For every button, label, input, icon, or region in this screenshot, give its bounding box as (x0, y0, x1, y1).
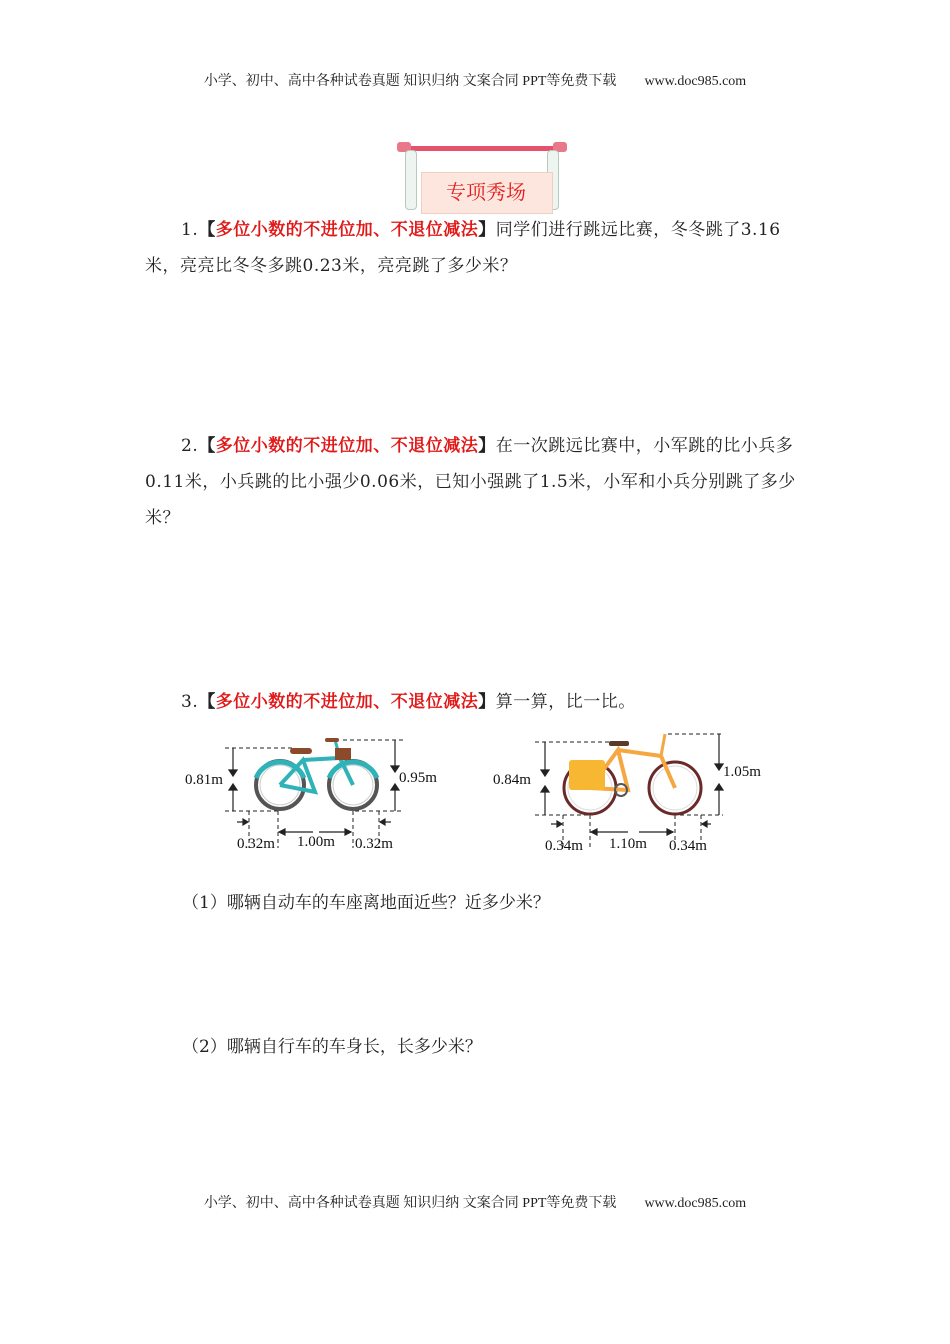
page-footer (0, 1192, 950, 1212)
bike-saddlebag (569, 760, 605, 790)
bike-seat (290, 748, 312, 754)
bike-seat (609, 741, 629, 746)
rear-overhang-label: 0.34m (545, 838, 583, 854)
banner-title: 专项秀场 (446, 180, 526, 204)
section-banner (395, 140, 570, 215)
banner-pole-left (405, 150, 417, 210)
question-number: 2. (181, 436, 199, 456)
rear-overhang-label: 0.32m (237, 836, 275, 852)
question-2: 2.【多位小数的不进位加、不退位减法】在一次跳远比赛中，小军跳的比小兵多0.11米，小兵跳的比小强少0.06米，已知小强跳了1.5米，小军和小兵分别跳了多少米？ (145, 436, 796, 528)
handle-height-label: 1.05m (723, 764, 761, 780)
seat-height-label: 0.81m (185, 772, 223, 788)
page-header (0, 70, 950, 90)
header-url[interactable]: www.doc985.com (644, 74, 747, 89)
wheelbase-label: 1.10m (609, 836, 647, 852)
question-text: 算一算，比一比。 (495, 692, 636, 712)
sub-question-2: （2）哪辆自行车的车身长，长多少米？ (182, 1037, 482, 1057)
wheelbase-label: 1.00m (297, 834, 335, 850)
seat-height-label: 0.84m (493, 772, 531, 788)
question-text: 在一次跳远比赛中，小军跳的比小兵多0.11米，小兵跳的比小强少0.06米，已知小强跳了1.5米，小军和小兵分别跳了多少米？ (145, 436, 796, 528)
bike-figure-1 (185, 730, 455, 860)
question-tag: 多位小数的不进位加、不退位减法 (215, 436, 479, 456)
footer-url[interactable]: www.doc985.com (644, 1196, 747, 1211)
question-3: 3.【多位小数的不进位加、不退位减法】算一算，比一比。 (181, 692, 636, 712)
banner-rod (403, 146, 563, 151)
question-number: 3. (181, 692, 199, 712)
bike-figure-2 (493, 728, 773, 860)
question-1: 1.【多位小数的不进位加、不退位减法】同学们进行跳远比赛，冬冬跳了3.16米，亮亮比冬冬多跳0.23米，亮亮跳了多少米？ (145, 220, 781, 276)
question-tag: 多位小数的不进位加、不退位减法 (215, 220, 479, 240)
question-text: 同学们进行跳远比赛，冬冬跳了3.16米，亮亮比冬冬多跳0.23米，亮亮跳了多少米？ (145, 220, 781, 276)
footer-text: 小学、初中、高中各种试卷真题 知识归纳 文案合同 PPT等免费下载 (203, 1196, 617, 1211)
question-number: 1. (181, 220, 199, 240)
bike-basket (335, 748, 351, 760)
header-text: 小学、初中、高中各种试卷真题 知识归纳 文案合同 PPT等免费下载 (203, 74, 617, 89)
handle-height-label: 0.95m (399, 770, 437, 786)
front-overhang-label: 0.34m (669, 838, 707, 854)
question-tag: 多位小数的不进位加、不退位减法 (215, 692, 479, 712)
front-overhang-label: 0.32m (355, 836, 393, 852)
sub-question-1: （1）哪辆自动车的车座离地面近些？近多少米？ (182, 893, 550, 913)
